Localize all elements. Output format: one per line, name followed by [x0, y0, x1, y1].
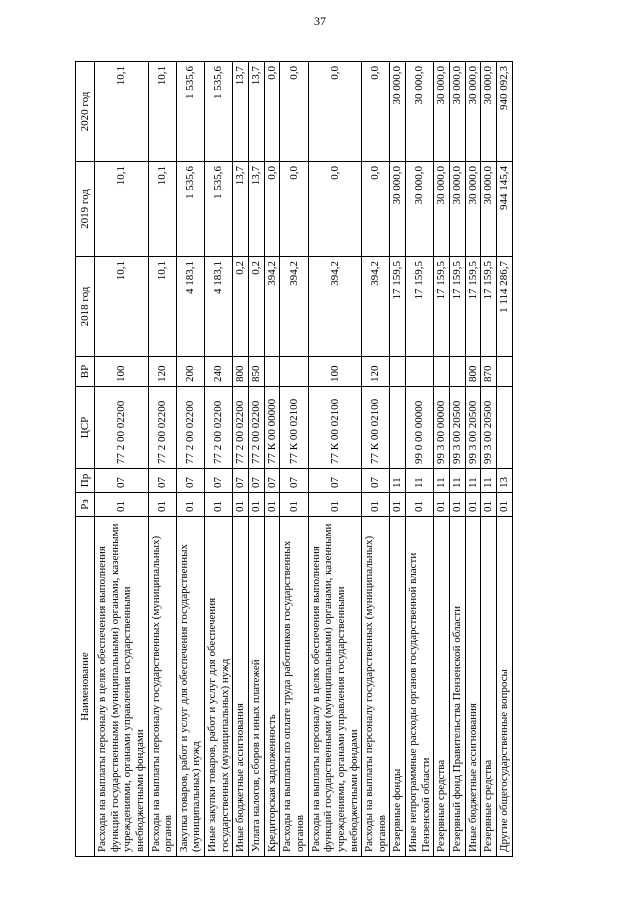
- row-2018: 17 159,5: [465, 257, 481, 357]
- row-2019: 1 535,6: [205, 162, 233, 257]
- row-csr: 99 0 00 00000: [406, 387, 434, 469]
- budget-table-rotated: [75, 62, 535, 857]
- row-rz: 01: [95, 493, 149, 517]
- row-pr: 07: [308, 469, 362, 493]
- row-2018: 4 183,1: [176, 257, 204, 357]
- header-name: Наименование: [76, 517, 95, 857]
- row-pr: 07: [362, 469, 390, 493]
- table-row: [308, 62, 362, 857]
- budget-table: [75, 61, 513, 857]
- row-vr: [280, 357, 308, 387]
- row-2018: 394,2: [308, 257, 362, 357]
- row-vr: 240: [205, 357, 233, 387]
- row-2020: 30 000,0: [481, 62, 497, 162]
- row-vr: [390, 357, 406, 387]
- row-csr: [390, 387, 406, 469]
- row-pr: 07: [205, 469, 233, 493]
- row-rz: 01: [450, 493, 466, 517]
- row-name: Резервный фонд Правительства Пензенской области: [450, 517, 466, 857]
- row-2019: 1 535,6: [176, 162, 204, 257]
- row-vr: [434, 357, 450, 387]
- row-pr: 11: [406, 469, 434, 493]
- row-vr: [406, 357, 434, 387]
- row-rz: 01: [434, 493, 450, 517]
- row-2019: 30 000,0: [390, 162, 406, 257]
- table-row: [233, 62, 249, 857]
- table-row: [249, 62, 265, 857]
- row-2019: 10,1: [95, 162, 149, 257]
- row-2018: 17 159,5: [450, 257, 466, 357]
- row-2018: 1 114 286,7: [496, 257, 512, 357]
- table-row: [264, 62, 280, 857]
- row-pr: 11: [481, 469, 497, 493]
- table-row: [95, 62, 149, 857]
- row-vr: 100: [308, 357, 362, 387]
- row-2020: 30 000,0: [450, 62, 466, 162]
- table-row: [176, 62, 204, 857]
- row-pr: 11: [450, 469, 466, 493]
- row-name: Кредиторская задолженность: [264, 517, 280, 857]
- row-vr: 120: [362, 357, 390, 387]
- table-row: [496, 62, 512, 857]
- row-2020: 0,0: [280, 62, 308, 162]
- row-2020: 10,1: [95, 62, 149, 162]
- table-row: [362, 62, 390, 857]
- row-rz: 01: [205, 493, 233, 517]
- row-csr: 77 2 00 02200: [249, 387, 265, 469]
- row-csr: 99 3 00 20500: [450, 387, 466, 469]
- row-name: Иные закупки товаров, работ и услуг для обеспечения государственных (муниципальных) нужд: [205, 517, 233, 857]
- row-name: Иные непрограммные расходы органов государственной власти Пензенской области: [406, 517, 434, 857]
- row-pr: 07: [176, 469, 204, 493]
- row-rz: 01: [264, 493, 280, 517]
- row-csr: 77 2 00 02200: [233, 387, 249, 469]
- row-vr: 850: [249, 357, 265, 387]
- header-row: [76, 62, 95, 857]
- row-2019: 10,1: [148, 162, 176, 257]
- row-name: Уплата налогов, сборов и иных платежей: [249, 517, 265, 857]
- row-2019: 0,0: [362, 162, 390, 257]
- table-row: [148, 62, 176, 857]
- row-vr: [496, 357, 512, 387]
- row-2018: 394,2: [362, 257, 390, 357]
- row-2018: 394,2: [280, 257, 308, 357]
- row-pr: 11: [434, 469, 450, 493]
- row-pr: 07: [264, 469, 280, 493]
- row-2019: 13,7: [233, 162, 249, 257]
- header-vr: ВР: [76, 357, 95, 387]
- row-2018: 10,1: [148, 257, 176, 357]
- row-pr: 07: [95, 469, 149, 493]
- row-rz: 01: [362, 493, 390, 517]
- row-2020: 940 092,3: [496, 62, 512, 162]
- row-2018: 17 159,5: [390, 257, 406, 357]
- row-vr: 800: [233, 357, 249, 387]
- row-pr: 07: [148, 469, 176, 493]
- row-2020: 30 000,0: [434, 62, 450, 162]
- row-2018: 17 159,5: [481, 257, 497, 357]
- row-vr: [264, 357, 280, 387]
- row-2018: 17 159,5: [434, 257, 450, 357]
- header-rz: Рз: [76, 493, 95, 517]
- row-rz: 01: [496, 493, 512, 517]
- row-2019: 0,0: [308, 162, 362, 257]
- row-2018: 10,1: [95, 257, 149, 357]
- row-pr: 13: [496, 469, 512, 493]
- row-csr: 99 3 00 20500: [481, 387, 497, 469]
- row-name: Расходы на выплаты персоналу государственных (муниципальных) органов: [148, 517, 176, 857]
- row-csr: 99 3 00 20500: [465, 387, 481, 469]
- row-2019: 0,0: [280, 162, 308, 257]
- row-csr: 77 2 00 02200: [95, 387, 149, 469]
- table-row: [465, 62, 481, 857]
- row-2020: 0,0: [362, 62, 390, 162]
- table-row: [434, 62, 450, 857]
- header-2019: 2019 год: [76, 162, 95, 257]
- row-pr: 07: [233, 469, 249, 493]
- row-csr: 77 2 00 02200: [148, 387, 176, 469]
- row-vr: 870: [481, 357, 497, 387]
- table-row: [280, 62, 308, 857]
- row-2020: 30 000,0: [390, 62, 406, 162]
- row-2019: 0,0: [264, 162, 280, 257]
- row-rz: 01: [280, 493, 308, 517]
- header-2020: 2020 год: [76, 62, 95, 162]
- row-csr: 77 К 00 02100: [308, 387, 362, 469]
- row-2019: 30 000,0: [450, 162, 466, 257]
- row-vr: 100: [95, 357, 149, 387]
- row-2020: 1 535,6: [176, 62, 204, 162]
- header-2018: 2018 год: [76, 257, 95, 357]
- row-rz: 01: [481, 493, 497, 517]
- row-2019: 30 000,0: [481, 162, 497, 257]
- table-body: [95, 62, 513, 857]
- row-2020: 13,7: [249, 62, 265, 162]
- row-rz: 01: [176, 493, 204, 517]
- row-csr: 77 2 00 02200: [176, 387, 204, 469]
- row-name: Другие общегосударственные вопросы: [496, 517, 512, 857]
- row-name: Иные бюджетные ассигнования: [233, 517, 249, 857]
- row-rz: 01: [148, 493, 176, 517]
- row-2020: 10,1: [148, 62, 176, 162]
- row-2020: 0,0: [264, 62, 280, 162]
- table-row: [205, 62, 233, 857]
- row-vr: 120: [148, 357, 176, 387]
- row-name: Закупка товаров, работ и услуг для обеспечения государственных (муниципальных) нужд: [176, 517, 204, 857]
- row-name: Расходы на выплаты по оплате труда работников государственных органов: [280, 517, 308, 857]
- row-vr: [450, 357, 466, 387]
- row-pr: 07: [280, 469, 308, 493]
- row-2020: 1 535,6: [205, 62, 233, 162]
- row-2020: 13,7: [233, 62, 249, 162]
- table-row: [406, 62, 434, 857]
- row-csr: 99 3 00 00000: [434, 387, 450, 469]
- row-2019: 30 000,0: [434, 162, 450, 257]
- table-row: [450, 62, 466, 857]
- row-csr: 77 К 00 00000: [264, 387, 280, 469]
- row-rz: 01: [308, 493, 362, 517]
- row-pr: 07: [249, 469, 265, 493]
- row-2018: 0,2: [233, 257, 249, 357]
- row-rz: 01: [465, 493, 481, 517]
- row-csr: [496, 387, 512, 469]
- row-name: Расходы на выплаты персоналу в целях обеспечения выполнения функций государственными (муниципальными) органами, казенными учреждениями, органами управления государственными внебюджетными фондами: [95, 517, 149, 857]
- row-csr: 77 2 00 02200: [205, 387, 233, 469]
- row-rz: 01: [233, 493, 249, 517]
- row-csr: 77 К 00 02100: [362, 387, 390, 469]
- row-name: Резервные средства: [434, 517, 450, 857]
- table-row: [481, 62, 497, 857]
- row-2020: 0,0: [308, 62, 362, 162]
- row-rz: 01: [406, 493, 434, 517]
- header-csr: ЦСР: [76, 387, 95, 469]
- row-2020: 30 000,0: [465, 62, 481, 162]
- row-pr: 11: [465, 469, 481, 493]
- header-pr: Пр: [76, 469, 95, 493]
- row-vr: 800: [465, 357, 481, 387]
- row-rz: 01: [390, 493, 406, 517]
- row-name: Иные бюджетные ассигнования: [465, 517, 481, 857]
- row-rz: 01: [249, 493, 265, 517]
- row-2020: 30 000,0: [406, 62, 434, 162]
- row-name: Расходы на выплаты персоналу в целях обеспечения выполнения функций государственными (муниципальными) органами, казенными учреждениями, органами управления государственными внебюджетными фондами: [308, 517, 362, 857]
- row-vr: 200: [176, 357, 204, 387]
- row-2018: 4 183,1: [205, 257, 233, 357]
- row-2019: 944 145,4: [496, 162, 512, 257]
- table-row: [390, 62, 406, 857]
- row-name: Резервные фонды: [390, 517, 406, 857]
- row-2019: 30 000,0: [465, 162, 481, 257]
- row-2019: 13,7: [249, 162, 265, 257]
- row-name: Расходы на выплаты персоналу государственных (муниципальных) органов: [362, 517, 390, 857]
- row-2019: 30 000,0: [406, 162, 434, 257]
- row-2018: 0,2: [249, 257, 265, 357]
- row-name: Резервные средства: [481, 517, 497, 857]
- row-2018: 394,2: [264, 257, 280, 357]
- row-2018: 17 159,5: [406, 257, 434, 357]
- row-pr: 11: [390, 469, 406, 493]
- page-number: 37: [314, 14, 326, 28]
- row-csr: 77 К 00 02100: [280, 387, 308, 469]
